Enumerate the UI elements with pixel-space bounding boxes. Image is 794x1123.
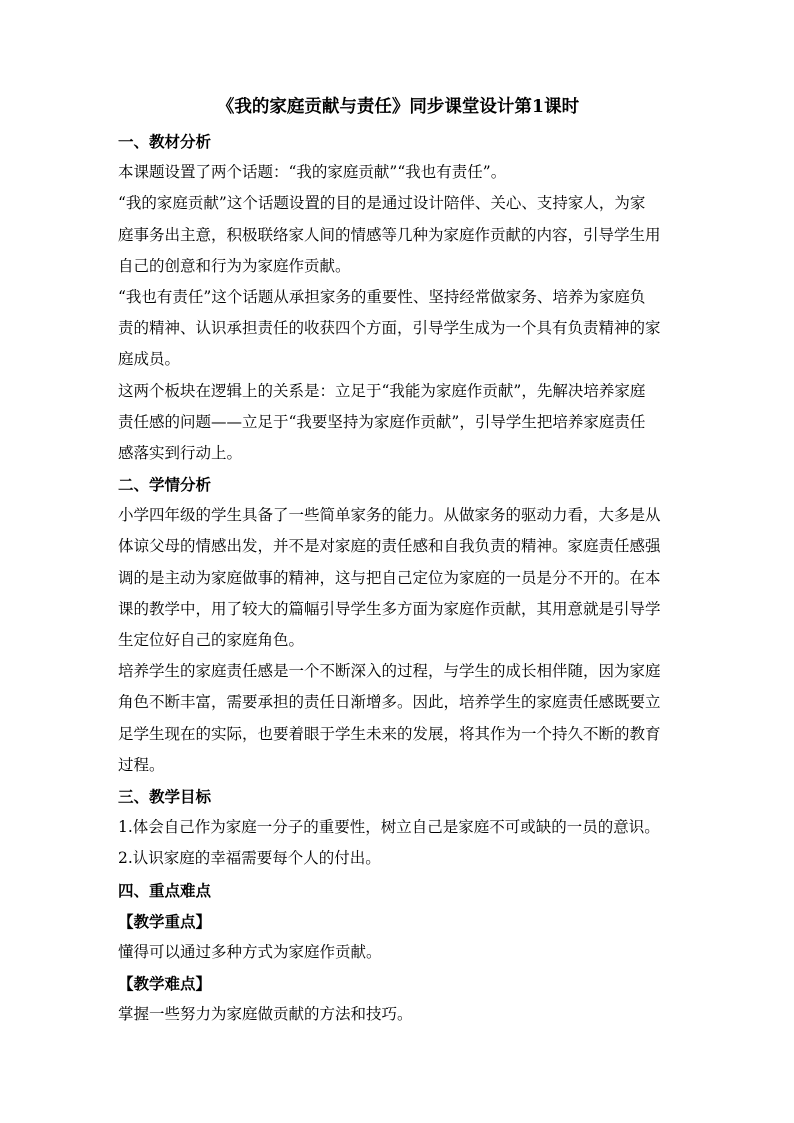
subheading-key-points: 【教学重点】 (118, 911, 212, 931)
paragraph-line: 自己的创意和行为为家庭作贡献。 (118, 256, 351, 275)
paragraph-line: 过程。 (118, 755, 165, 774)
paragraph-2-2 (118, 656, 678, 781)
paragraph-line: 体谅父母的情感出发，并不是对家庭的责任感和自我负责的精神。家庭责任感强 (118, 537, 661, 556)
paragraph-line: 小学四年级的学生具备了一些简单家务的能力。从做家务的驱动力看，大多是从 (118, 506, 661, 525)
section-heading-4: 四、重点难点 (118, 880, 212, 900)
paragraph-1-2 (118, 188, 678, 282)
paragraph-line: 培养学生的家庭责任感是一个不断深入的过程，与学生的成长相伴随，因为家庭 (118, 662, 661, 681)
paragraph-line: 课的教学中，用了较大的篇幅引导学生多方面为家庭作贡献，其用意就是引导学 (118, 599, 661, 618)
paragraph-line: 调的是主动为家庭做事的精神，这与把自己定位为家庭的一员是分不开的。在本 (118, 568, 661, 587)
section-heading-1: 一、教材分析 (118, 132, 212, 151)
paragraph-line: 感落实到行动上。 (118, 443, 243, 462)
paragraph-line: 2.认识家庭的幸福需要每个人的付出。 (118, 849, 381, 868)
paragraph-3-2 (118, 843, 678, 874)
paragraph-line: 庭事务出主意，积极联络家人间的情感等几种为家庭作贡献的内容，引导学生用 (118, 225, 661, 244)
paragraph-line: 生定位好自己的家庭角色。 (118, 631, 305, 649)
paragraph-line: 本课题设置了两个话题：“我的家庭贡献”“我也有责任”。 (118, 163, 507, 182)
paragraph-1-1 (118, 157, 678, 188)
section-heading-2: 二、学情分析 (118, 475, 212, 495)
paragraph-line: “我的家庭贡献”这个话题设置的目的是通过设计陪伴、关心、支持家人，为家 (118, 194, 646, 213)
paragraph-2-1 (118, 500, 678, 656)
paragraph-line: “我也有责任”这个话题从承担家务的重要性、坚持经常做家务、培养为家庭负 (118, 287, 646, 306)
paragraph-line: 足学生现在的实际，也要着眼于学生未来的发展，将其作为一个持久不断的教育 (118, 724, 661, 743)
paragraph-line: 责任感的问题——立足于“我要坚持为家庭作贡献”，引导学生把培养家庭责任 (118, 412, 646, 431)
paragraph-line: 懂得可以通过多种方式为家庭作贡献。 (118, 942, 382, 961)
paragraph-line: 角色不断丰富，需要承担的责任日渐增多。因此，培养学生的家庭责任感既要立 (118, 693, 661, 712)
paragraph-line: 这两个板块在逻辑上的关系是：立足于“我能为家庭作贡献”，先解决培养家庭 (118, 381, 646, 400)
subheading-difficult-points: 【教学难点】 (118, 974, 212, 994)
paragraph-3-1 (118, 812, 678, 843)
section-heading-3: 三、教学目标 (118, 786, 212, 806)
paragraph-4-1 (118, 937, 678, 968)
paragraph-1-3 (118, 282, 678, 376)
paragraph-1-4 (118, 376, 678, 470)
paragraph-line: 责的精神、认识承担责任的收获四个方面，引导学生成为一个具有负责精神的家 (118, 319, 661, 338)
paragraph-line: 1.体会自己作为家庭一分子的重要性，树立自己是家庭不可或缺的一员的意识。 (118, 818, 660, 837)
document-title: 《我的家庭贡献与责任》同步课堂设计第1课时 (216, 97, 580, 117)
paragraph-line: 庭成员。 (118, 350, 181, 369)
document-page (118, 92, 678, 1030)
paragraph-line: 掌握一些努力为家庭做贡献的方法和技巧。 (118, 1005, 413, 1024)
paragraph-4-2 (118, 999, 678, 1030)
